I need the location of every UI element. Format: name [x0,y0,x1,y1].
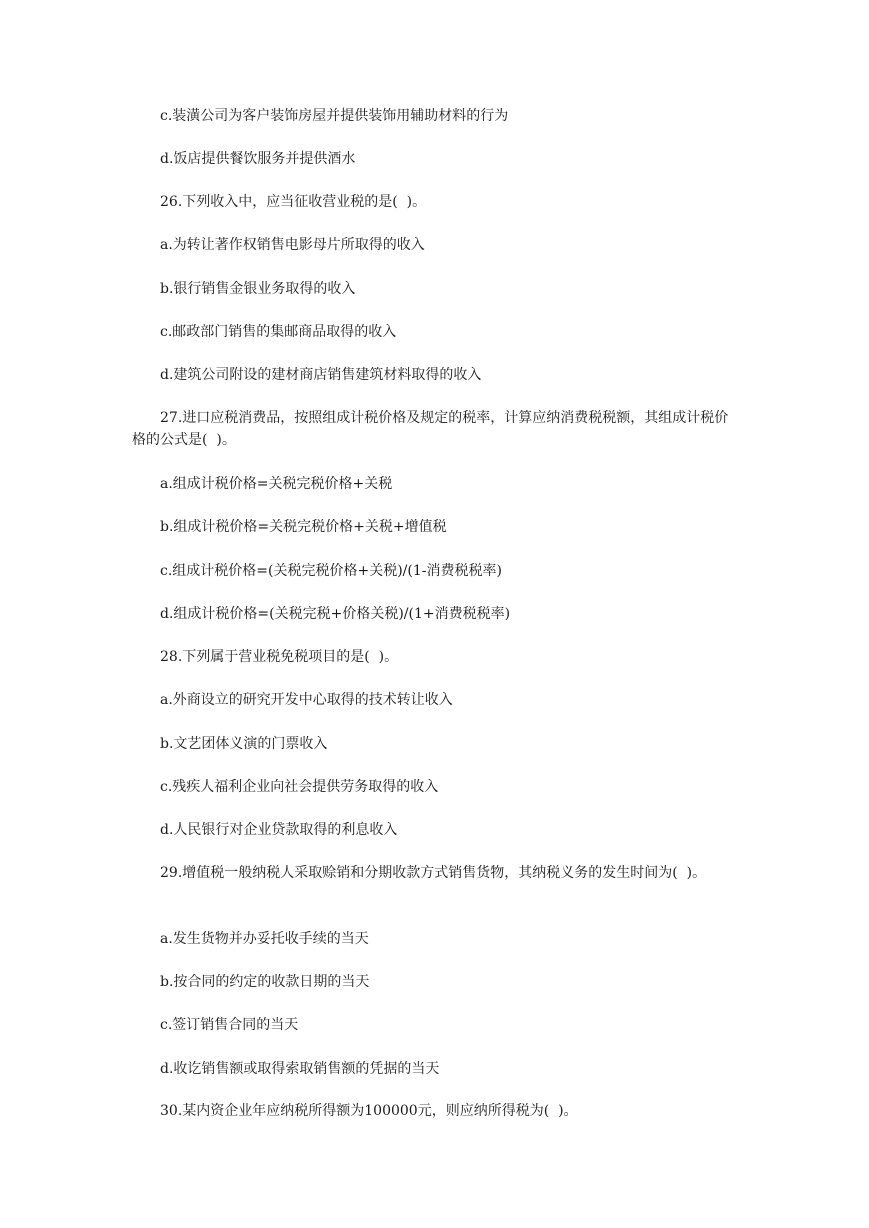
question-26: 26.下列收入中，应当征收营业税的是( )。 [160,194,427,210]
option-c-q26: c.邮政部门销售的集邮商品取得的收入 [160,324,397,340]
option-a-q28: a.外商设立的研究开发中心取得的技术转让收入 [160,692,453,708]
option-b-q26: b.银行销售金银业务取得的收入 [160,281,356,297]
option-d-q25: d.饭店提供餐饮服务并提供酒水 [160,151,356,167]
option-c-q29: c.签订销售合同的当天 [160,1017,299,1033]
option-b-q28: b.文艺团体义演的门票收入 [160,736,328,752]
question-27: 27.进口应税消费品，按照组成计税价格及规定的税率，计算应纳消费税税额，其组成计税价格的公式是( )。 [132,410,729,448]
option-a-q26: a.为转让著作权销售电影母片所取得的收入 [160,237,425,253]
option-a-q27: a.组成计税价格=关税完税价格+关税 [160,476,393,492]
option-d-q27: d.组成计税价格=(关税完税+价格关税)/(1+消费税税率) [160,606,511,622]
option-b-q29: b.按合同的约定的收款日期的当天 [160,974,370,990]
option-c-q27: c.组成计税价格=(关税完税价格+关税)/(1-消费税税率) [160,563,502,579]
question-29: 29.增值税一般纳税人采取赊销和分期收款方式销售货物，其纳税义务的发生时间为( )。 [160,865,707,881]
option-b-q27: b.组成计税价格=关税完税价格+关税+增值税 [160,519,447,535]
option-c-q25: c.装潢公司为客户装饰房屋并提供装饰用辅助材料的行为 [160,108,509,124]
option-d-q29: d.收讫销售额或取得索取销售额的凭据的当天 [160,1061,440,1077]
option-a-q29: a.发生货物并办妥托收手续的当天 [160,931,369,947]
option-d-q26: d.建筑公司附设的建材商店销售建筑材料取得的收入 [160,367,482,383]
option-c-q28: c.残疾人福利企业向社会提供劳务取得的收入 [160,779,439,795]
question-28: 28.下列属于营业税免税项目的是( )。 [160,649,399,665]
question-30: 30.某内资企业年应纳税所得额为100000元，则应纳所得税为( )。 [160,1103,578,1119]
option-d-q28: d.人民银行对企业贷款取得的利息收入 [160,822,398,838]
